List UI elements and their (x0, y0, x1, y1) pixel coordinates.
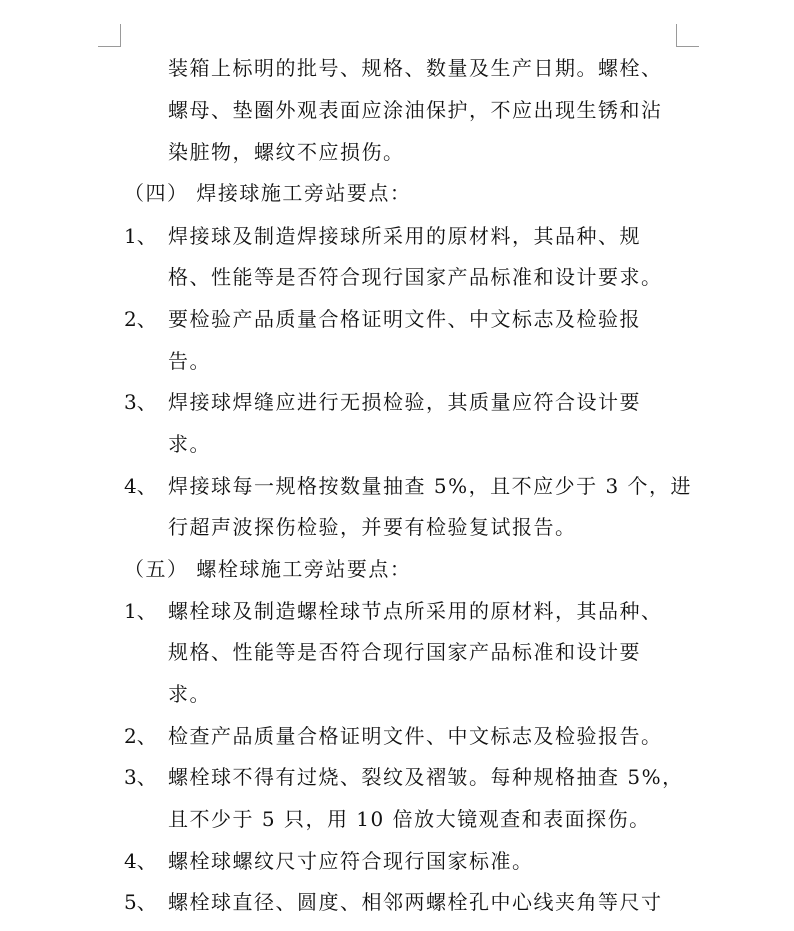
crop-mark-right (676, 24, 699, 47)
paragraph-line: 螺母、垫圈外观表面应涂油保护，不应出现生锈和沾 (168, 98, 663, 122)
list-item-text: 检查产品质量合格证明文件、中文标志及检验报告。 (168, 724, 663, 748)
list-item-number: 5、 (124, 890, 157, 914)
list-item-text: 焊接球每一规格按数量抽查 5%，且不应少于 3 个，进 (168, 474, 693, 498)
list-item-text: 要检验产品质量合格证明文件、中文标志及检验报 (168, 307, 641, 331)
list-item-text: 螺栓球不得有过烧、裂纹及褶皱。每种规格抽查 5%， (168, 765, 684, 789)
list-item-text: 求。 (168, 432, 211, 456)
paragraph-line: 装箱上标明的批号、规格、数量及生产日期。螺栓、 (168, 56, 663, 80)
list-item-number: 1、 (124, 224, 157, 248)
list-item-text: 焊接球及制造焊接球所采用的原材料，其品种、规 (168, 224, 641, 248)
list-item-text: 格、性能等是否符合现行国家产品标准和设计要求。 (168, 265, 663, 289)
list-item-number: 4、 (124, 474, 157, 498)
list-item-text: 行超声波探伤检验，并要有检验复试报告。 (168, 515, 577, 539)
list-item-number: 3、 (124, 765, 157, 789)
list-item-text: 螺栓球螺纹尺寸应符合现行国家标准。 (168, 849, 534, 873)
section-heading: （四） 焊接球施工旁站要点： (124, 181, 412, 205)
list-item-number: 1、 (124, 599, 157, 623)
list-item-number: 4、 (124, 849, 157, 873)
list-item-number: 2、 (124, 307, 157, 331)
list-item-text: 规格、性能等是否符合现行国家产品标准和设计要 (168, 640, 641, 664)
list-item-text: 螺栓球直径、圆度、相邻两螺栓孔中心线夹角等尺寸 (168, 890, 663, 914)
list-item-number: 2、 (124, 724, 157, 748)
list-item-number: 3、 (124, 390, 157, 414)
section-heading: （五） 螺栓球施工旁站要点： (124, 557, 412, 581)
paragraph-line: 染脏物，螺纹不应损伤。 (168, 140, 405, 164)
list-item-text: 焊接球焊缝应进行无损检验，其质量应符合设计要 (168, 390, 641, 414)
list-item-text: 求。 (168, 682, 211, 706)
list-item-text: 螺栓球及制造螺栓球节点所采用的原材料，其品种、 (168, 599, 663, 623)
list-item-text: 且不少于 5 只，用 10 倍放大镜观查和表面探伤。 (168, 807, 651, 831)
crop-mark-left (98, 24, 121, 47)
list-item-text: 告。 (168, 349, 211, 373)
